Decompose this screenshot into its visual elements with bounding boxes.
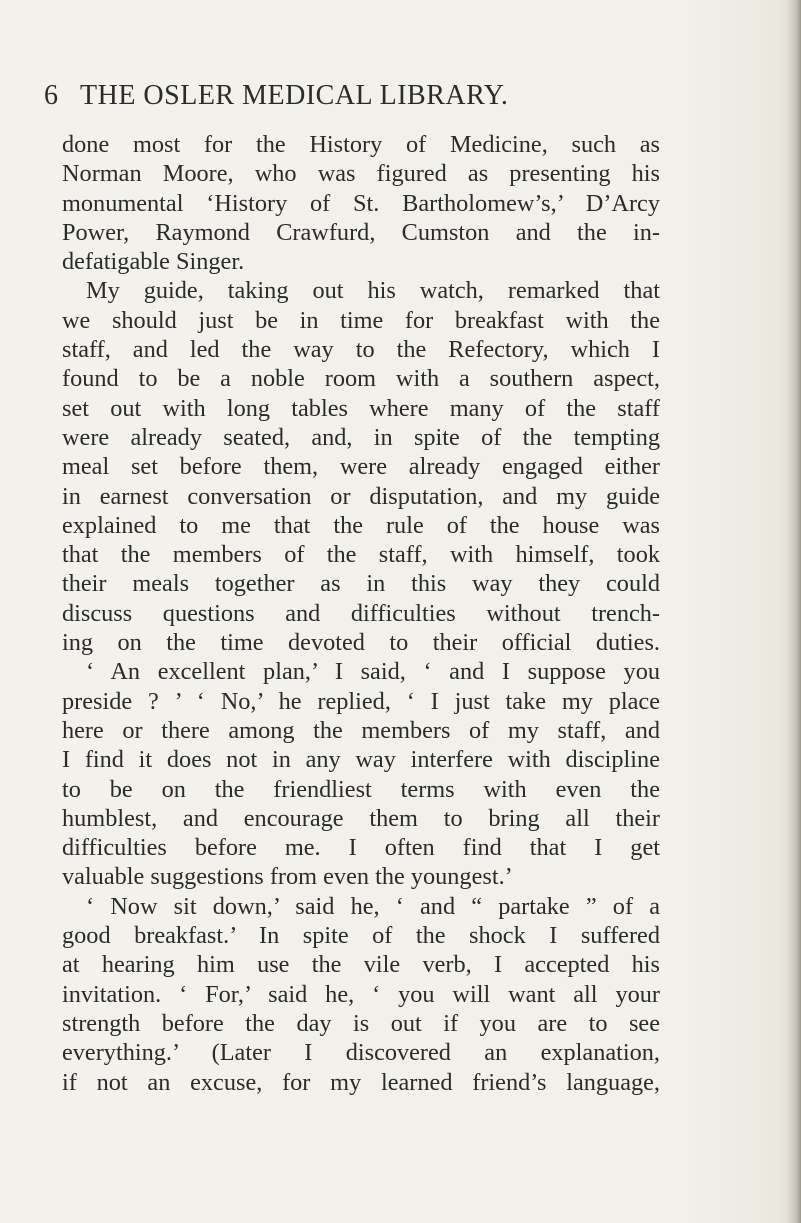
text-line: defatigable Singer. <box>62 248 245 276</box>
text-line: ‘ An excellent plan,’ I said, ‘ and I suppose you <box>86 658 660 686</box>
text-line: meal set before them, were already engaged either <box>62 453 660 481</box>
body-text <box>62 130 660 1097</box>
text-line: discuss questions and difficulties without trench- <box>62 599 660 627</box>
text-line: My guide, taking out his watch, remarked that <box>86 277 660 305</box>
text-line: at hearing him use the vile verb, I accepted his <box>62 951 660 979</box>
text-line: invitation. ‘ For,’ said he, ‘ you will want all your <box>62 980 660 1008</box>
text-line: ‘ Now sit down,’ said he, ‘ and “ partake ” of a <box>86 892 660 920</box>
text-line: here or there among the members of my staff, and <box>62 716 660 744</box>
text-line: if not an excuse, for my learned friend’s language, <box>62 1068 660 1096</box>
text-line: valuable suggestions from even the youngest.’ <box>62 863 513 891</box>
text-line: set out with long tables where many of the staff <box>62 394 660 422</box>
text-line: to be on the friendliest terms with even the <box>62 775 660 803</box>
text-line: done most for the History of Medicine, such as <box>62 131 660 158</box>
text-line: their meals together as in this way they could <box>62 570 660 598</box>
text-line: monumental ‘History of St. Bartholomew’s,’ D’Arcy <box>62 189 660 217</box>
text-line: Norman Moore, who was figured as presenting his <box>62 160 660 188</box>
text-line: humblest, and encourage them to bring all their <box>62 804 660 832</box>
text-line: explained to me that the rule of the house was <box>62 511 660 539</box>
text-line: we should just be in time for breakfast with the <box>62 306 660 334</box>
text-line: everything.’ (Later I discovered an explanation, <box>62 1039 660 1067</box>
text-line: ing on the time devoted to their official duties. <box>62 629 660 657</box>
text-line: that the members of the staff, with himself, took <box>62 541 660 569</box>
text-line: were already seated, and, in spite of the tempting <box>62 423 660 451</box>
text-line: staff, and led the way to the Refectory, which I <box>62 336 660 364</box>
text-line: found to be a noble room with a southern aspect, <box>62 365 660 393</box>
running-title: THE OSLER MEDICAL LIBRARY. <box>80 80 509 111</box>
page-edge-shadow <box>787 0 801 1223</box>
text-line: preside ? ’ ‘ No,’ he replied, ‘ I just take my place <box>62 687 660 715</box>
text-line: I find it does not in any way interfere with discipline <box>62 746 660 774</box>
running-header <box>44 80 684 116</box>
text-line: good breakfast.’ In spite of the shock I suffered <box>62 922 660 950</box>
page-number: 6 <box>44 80 59 111</box>
text-line: strength before the day is out if you are to see <box>62 1009 660 1037</box>
text-line: in earnest conversation or disputation, and my guide <box>62 482 660 510</box>
text-line: difficulties before me. I often find that I get <box>62 834 660 862</box>
text-line: Power, Raymond Crawfurd, Cumston and the in- <box>62 218 660 246</box>
